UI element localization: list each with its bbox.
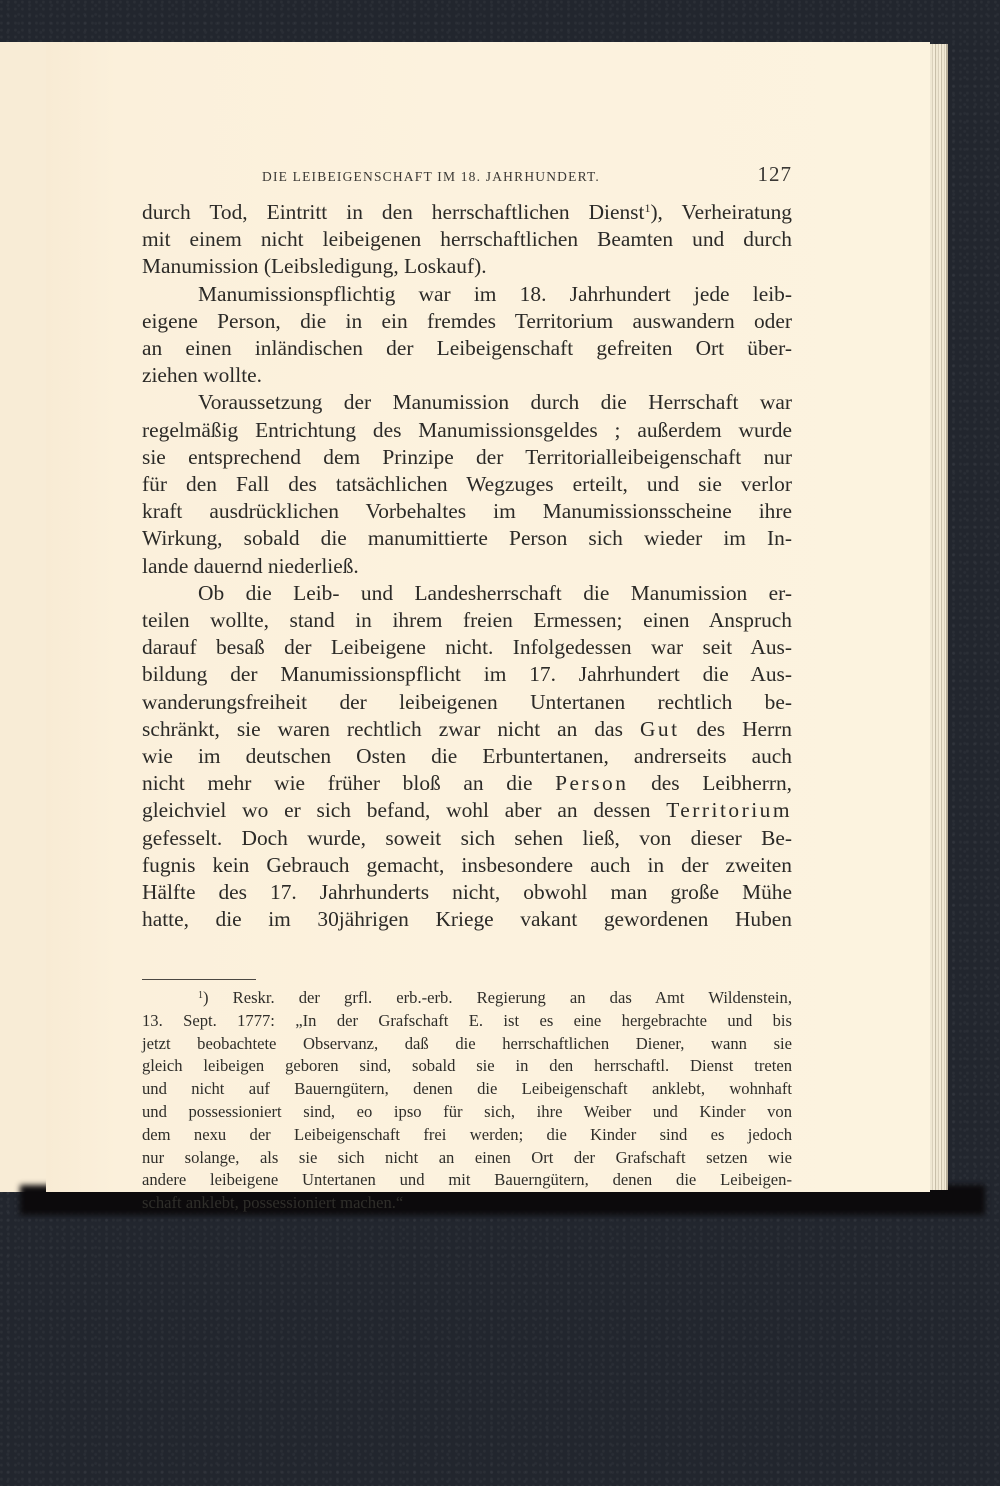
text-line: an einen inländischen der Leibeigenschaft gefreiten Ort über- [142,336,792,361]
footnote-line: dem nexu der Leibeigenschaft frei werden; die Kinder sind es jedoch [142,1124,792,1144]
text-line: durch Tod, Eintritt in den herrschaftlichen Dienst$^1$), Verheiratung [142,200,793,224]
footnote-reference[interactable]: 1 [644,201,651,215]
text-line: ziehen wollte. [142,363,262,388]
facing-page-edge [0,42,47,1192]
footnote-line: gleich leibeigen geboren sind, sobald sie in den herrschaftl. Dienst treten [142,1056,792,1076]
footnote-line: andere leibeigene Untertanen und mit Bauerngütern, denen die Leibeigen- [142,1170,792,1190]
text-line: Manumissionspflichtig war im 18. Jahrhundert jede leib- [198,281,792,306]
emphasized-word: Territorium [666,798,792,823]
footnote-line: nur solange, als sie sich nicht an einen Ort der Grafschaft setzen wie [142,1147,792,1167]
emphasized-word: Gut [639,716,680,741]
paragraph [142,389,792,579]
text-line: fugnis kein Gebrauch gemacht, insbesondere auch in der zweiten [142,852,792,877]
text-line: mit einem nicht leibeigenen herrschaftlichen Beamten und durch [142,227,792,252]
text-line: teilen wollte, stand in ihrem freien Ermessen; einen Anspruch [142,608,792,633]
text-line: darauf besaß der Leibeigene nicht. Infolgedessen war seit Aus- [142,635,792,660]
page-stack-edge [930,44,948,1190]
body-text [142,199,792,933]
text-line: hatte, die im 30jährigen Kriege vakant gewordenen Huben [142,907,792,932]
footnote-line: schaft anklebt, possessioniert machen.“ [142,1193,404,1213]
text-line: für den Fall des tatsächlichen Wegzuges erteilt, und sie verlor [142,472,792,497]
text-line: eigene Person, die in ein fremdes Territorium auswandern oder [142,308,792,333]
footnote-marker: 1 [198,990,203,1001]
footnote-line: und possessioniert sind, eo ipso für sich, ihre Weiber und Kinder von [142,1101,792,1121]
text-line: Wirkung, sobald die manumittierte Person sich wieder im In- [142,526,792,551]
footnote-line: 13. Sept. 1777: „In der Grafschaft E. ist es eine hergebrachte und bis [142,1010,792,1030]
text-line: kraft ausdrücklichen Vorbehaltes im Manumissionsscheine ihre [142,499,792,524]
text-line: wanderungsfreiheit der leibeigenen Untertanen rechtlich be- [142,689,792,714]
footnote-line: jetzt beobachtete Observanz, daß die herrschaftlichen Diener, wann sie [142,1033,792,1053]
text-line: Hälfte des 17. Jahrhunderts nicht, obwohl man große Mühe [142,880,792,905]
running-title: DIE LEIBEIGENSCHAFT IM 18. JAHRHUNDERT. [262,169,600,184]
text-line: Voraussetzung der Manumission durch die Herrschaft war [198,390,792,415]
text-line: Manumission (Leibsledigung, Loskauf). [142,254,487,279]
running-header [262,162,792,187]
paragraph [142,281,792,390]
text-line: Ob die Leib- und Landesherrschaft die Manumission er- [198,580,792,605]
paragraph [142,199,792,281]
text-line: nicht mehr wie früher bloß an die Person des Leibherrn, [142,771,792,796]
paragraph [142,580,792,934]
text-line: wie im deutschen Osten die Erbuntertanen, andrerseits auch [142,744,792,769]
text-line: gefesselt. Doch wurde, soweit sich sehen ließ, von dieser Be- [142,825,792,850]
text-line: sie entsprechend dem Prinzipe der Territorialleibeigenschaft nur [142,444,792,469]
emphasized-word: Person [555,771,629,796]
text-line: regelmäßig Entrichtung des Manumissionsgeldes ; außerdem wurde [142,417,792,442]
footnote [142,987,792,1215]
footnote-line: und nicht auf Bauerngütern, denen die Leibeigenschaft anklebt, wohnhaft [142,1079,792,1099]
text-line: gleichviel wo er sich befand, wohl aber an dessen Territorium [142,798,792,823]
footnote-divider [142,979,256,980]
text-line: lande dauernd niederließ. [142,553,359,578]
page-number: 127 [757,162,792,186]
text-line: schränkt, sie waren rechtlich zwar nicht an das Gut des Herrn [142,716,792,741]
footnote-line: $^1$) Reskr. der grfl. erb.-erb. Regierung an das Amt Wildenstein, [198,988,792,1007]
text-line: bildung der Manumissionspflicht im 17. Jahrhundert die Aus- [142,662,792,687]
